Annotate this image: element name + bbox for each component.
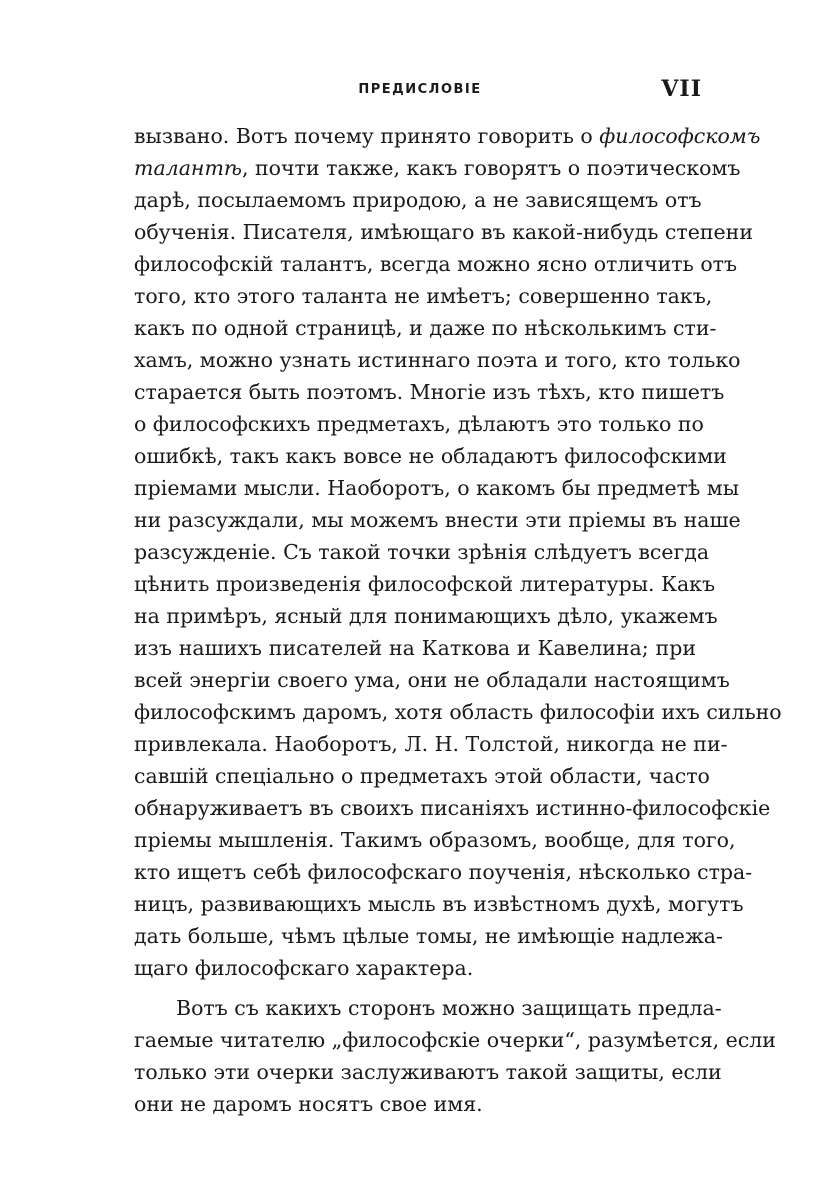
- text-line: они не даромъ носятъ свое имя.: [134, 1092, 483, 1116]
- text-line: привлекала. Наоборотъ, Л. Н. Толстой, никогда не пи-: [134, 732, 728, 756]
- page-number: VII: [661, 76, 702, 102]
- text-line: только эти очерки заслуживаютъ такой защиты, если: [134, 1060, 722, 1084]
- text-line: щаго философскаго характера.: [134, 956, 474, 980]
- text-line: старается быть поэтомъ. Многіе изъ тѣхъ, кто пишетъ: [134, 380, 725, 404]
- text-line: того, кто этого таланта не имѣетъ; совершенно такъ,: [134, 284, 713, 308]
- text-line: цѣнить произведенія философской литературы. Какъ: [134, 572, 716, 596]
- text-line: кто ищетъ себѣ философскаго поученія, нѣсколько стра-: [134, 860, 753, 884]
- text-line: хамъ, можно узнать истиннаго поэта и того, кто только: [134, 348, 741, 372]
- text-line: о философскихъ предметахъ, дѣлаютъ это только по: [134, 412, 704, 436]
- text-line: ни разсуждали, мы можемъ внести эти пріемы въ наше: [134, 508, 741, 532]
- text-line: талантѣ, почти также, какъ говорятъ о поэтическомъ: [134, 156, 741, 180]
- body-text: [134, 120, 782, 1120]
- text-line: вызвано. Вотъ почему принято говорить о философскомъ: [134, 124, 761, 148]
- text-line: пріемами мысли. Наоборотъ, о какомъ бы предметѣ мы: [134, 476, 740, 500]
- text-line: обнаруживаетъ въ своихъ писаніяхъ истинно-философскіе: [134, 796, 771, 820]
- text-line: Вотъ съ какихъ сторонъ можно защищать предла-: [176, 996, 722, 1020]
- text-line: дать больше, чѣмъ цѣлые томы, не имѣющіе надлежа-: [134, 924, 723, 948]
- text-line: обученія. Писателя, имѣющаго въ какой-нибудь степени: [134, 220, 754, 244]
- paragraph-1: [134, 120, 782, 984]
- text-line: ницъ, развивающихъ мысль въ извѣстномъ духѣ, могутъ: [134, 892, 744, 916]
- paragraph-2: [134, 992, 776, 1120]
- text-line: савшій спеціально о предметахъ этой области, часто: [134, 764, 710, 788]
- running-title: ПРЕДИСЛОВІЕ: [358, 82, 482, 97]
- text-line: философскимъ даромъ, хотя область философіи ихъ сильно: [134, 700, 782, 724]
- text-line: всей энергіи своего ума, они не обладали настоящимъ: [134, 668, 730, 692]
- text-line: гаемые читателю „философскіе очерки“, разумѣется, если: [134, 1028, 776, 1052]
- text-line: изъ нашихъ писателей на Каткова и Кавелина; при: [134, 636, 696, 660]
- text-line: ошибкѣ, такъ какъ вовсе не обладаютъ философскими: [134, 444, 727, 468]
- text-line: разсужденіе. Съ такой точки зрѣнія слѣдуетъ всегда: [134, 540, 710, 564]
- text-line: на примѣръ, ясный для понимающихъ дѣло, укажемъ: [134, 604, 718, 628]
- running-head: [0, 76, 840, 106]
- text-line: пріемы мышленія. Такимъ образомъ, вообще, для того,: [134, 828, 736, 852]
- text-line: философскій талантъ, всегда можно ясно отличить отъ: [134, 252, 738, 276]
- text-line: какъ по одной страницѣ, и даже по нѣсколькимъ сти-: [134, 316, 717, 340]
- text-line: дарѣ, посылаемомъ природою, а не зависящемъ отъ: [134, 188, 702, 212]
